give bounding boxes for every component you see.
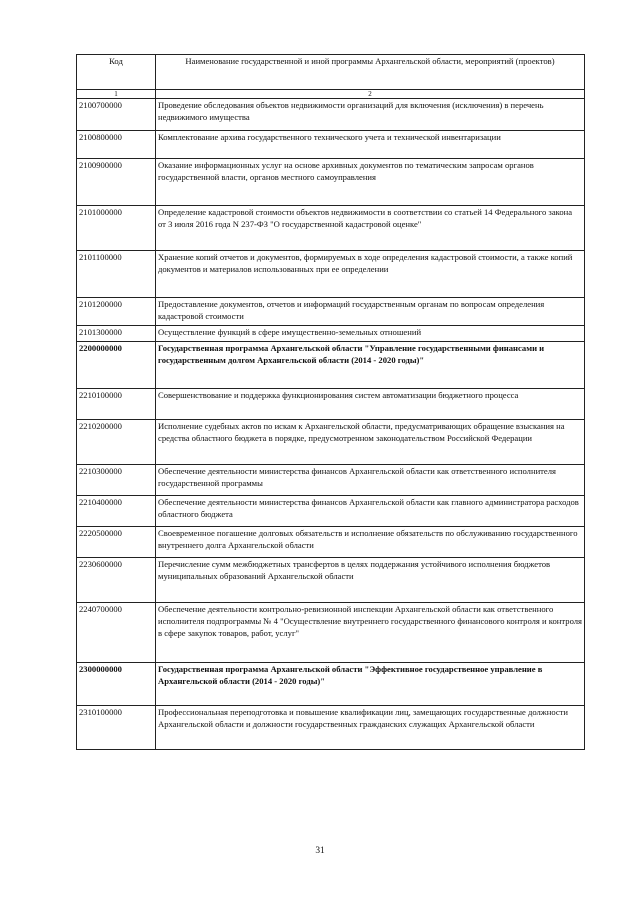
- row-name: Проведение обследования объектов недвижимости организаций для включения (исключения) в перечень недвижимого имущества: [156, 99, 585, 131]
- row-code: 2200000000: [77, 342, 156, 389]
- row-name: Обеспечение деятельности министерства финансов Архангельской области как главного администратора расходов областного бюджета: [156, 496, 585, 527]
- row-name: Профессиональная переподготовка и повышение квалификации лиц, замещающих государственные должности Архангельской области и должности государственных гражданских служащих Архангельской области: [156, 706, 585, 750]
- row-code: 2300000000: [77, 663, 156, 706]
- table-row: [77, 342, 585, 389]
- row-code: 2210100000: [77, 389, 156, 420]
- table-row: [77, 389, 585, 420]
- row-name: Исполнение судебных актов по искам к Архангельской области, предусматривающих обращение взыскания на средства областного бюджета в порядке, предусмотренном законодательством Российской Федерации: [156, 420, 585, 465]
- table-row: [77, 706, 585, 750]
- row-code: 2210400000: [77, 496, 156, 527]
- column-number-row: [77, 90, 585, 99]
- table-row: [77, 496, 585, 527]
- table-header-row: [77, 55, 585, 90]
- column-number-1: 1: [77, 90, 156, 99]
- row-name: Обеспечение деятельности министерства финансов Архангельской области как ответственного исполнителя государственной программы: [156, 465, 585, 496]
- row-code: 2101200000: [77, 298, 156, 326]
- table-row: [77, 99, 585, 131]
- table-row: [77, 251, 585, 298]
- row-code: 2210300000: [77, 465, 156, 496]
- row-name: Государственная программа Архангельской области "Управление государственными финансами и государственным долгом Архангельской области (2014 - 2020 годы)": [156, 342, 585, 389]
- table-row: [77, 159, 585, 206]
- row-code: 2220500000: [77, 527, 156, 558]
- row-code: 2310100000: [77, 706, 156, 750]
- row-code: 2101300000: [77, 326, 156, 342]
- row-name: Оказание информационных услуг на основе архивных документов по тематическим запросам органов государственной власти, органов местного самоуправления: [156, 159, 585, 206]
- row-name: Предоставление документов, отчетов и информаций государственным органам по вопросам определения кадастровой стоимости: [156, 298, 585, 326]
- table-row: [77, 558, 585, 603]
- row-code: 2230600000: [77, 558, 156, 603]
- row-name: Определение кадастровой стоимости объектов недвижимости в соответствии со статьей 14 Федерального закона от 3 июля 2016 года N 237-ФЗ "О государственной кадастровой оценке": [156, 206, 585, 251]
- header-name: Наименование государственной и иной программы Архангельской области, мероприятий (проектов): [156, 55, 585, 90]
- program-codes-table: [76, 54, 585, 750]
- row-code: 2100800000: [77, 131, 156, 159]
- table-row: [77, 603, 585, 663]
- table-row: [77, 298, 585, 326]
- row-name: Комплектование архива государственного технического учета и технической инвентаризации: [156, 131, 585, 159]
- row-code: 2240700000: [77, 603, 156, 663]
- row-code: 2210200000: [77, 420, 156, 465]
- column-number-2: 2: [156, 90, 585, 99]
- row-code: 2101100000: [77, 251, 156, 298]
- row-code: 2100700000: [77, 99, 156, 131]
- table-row: [77, 465, 585, 496]
- row-code: 2101000000: [77, 206, 156, 251]
- page-number: 31: [315, 846, 325, 856]
- table-row: [77, 663, 585, 706]
- table-row: [77, 131, 585, 159]
- table-row: [77, 206, 585, 251]
- row-name: Своевременное погашение долговых обязательств и исполнение обязательств по обслуживанию государственного внутреннего долга Архангельской области: [156, 527, 585, 558]
- table-row: [77, 420, 585, 465]
- header-code: Код: [77, 55, 156, 90]
- row-name: Совершенствование и поддержка функционирования систем автоматизации бюджетного процесса: [156, 389, 585, 420]
- row-code: 2100900000: [77, 159, 156, 206]
- row-name: Обеспечение деятельности контрольно-ревизионной инспекции Архангельской области как ответственного исполнителя подпрограммы № 4 "Осуществление внутреннего государственного финансового контроля и контроля в сфере закупок товаров, работ, услуг": [156, 603, 585, 663]
- row-name: Осуществление функций в сфере имущественно-земельных отношений: [156, 326, 585, 342]
- row-name: Хранение копий отчетов и документов, формируемых в ходе определения кадастровой стоимости, а также копий документов и материалов использованных при ее определении: [156, 251, 585, 298]
- table-row: [77, 527, 585, 558]
- row-name: Перечисление сумм межбюджетных трансфертов в целях поддержания устойчивого исполнения бюджетов муниципальных образований Архангельской области: [156, 558, 585, 603]
- table-row: [77, 326, 585, 342]
- row-name: Государственная программа Архангельской области "Эффективное государственное управление в Архангельской области (2014 - 2020 годы)": [156, 663, 585, 706]
- table-body: [77, 99, 585, 750]
